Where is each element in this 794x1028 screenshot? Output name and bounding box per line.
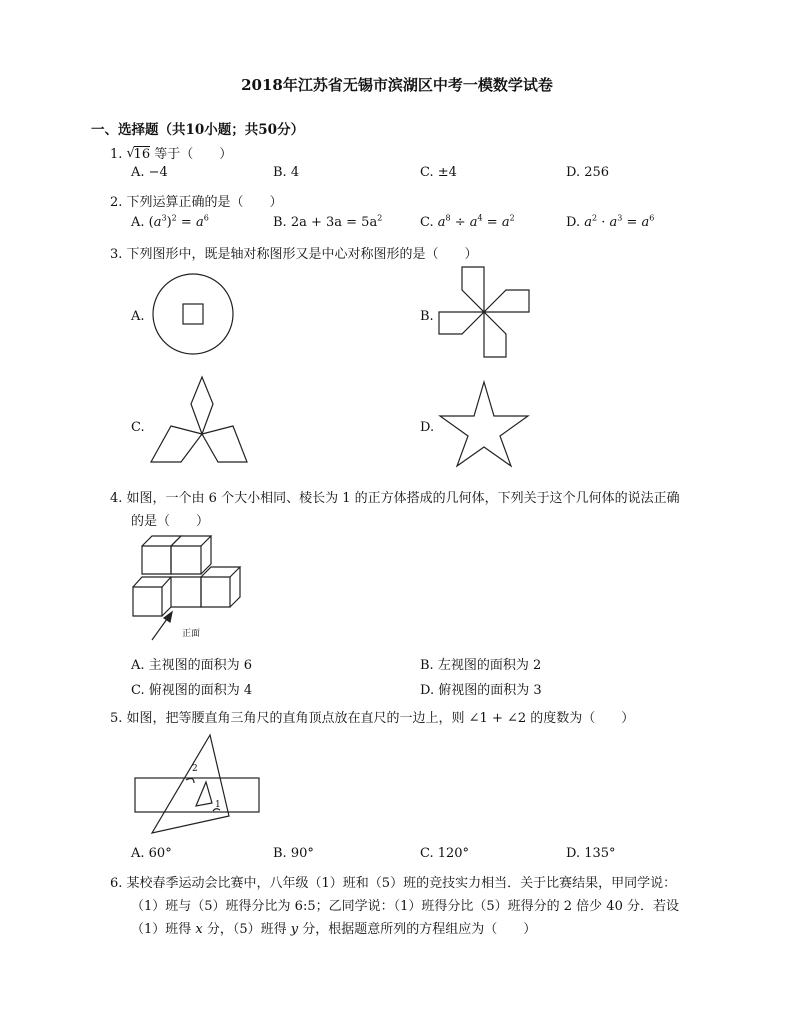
option-a[interactable]: A. 主视图的面积为 6 [131, 658, 253, 673]
exponent: 3 [161, 213, 167, 223]
question-4-stem-line2: 的是（ ） [131, 514, 210, 529]
star-figure [438, 380, 530, 468]
question-6-line1: 6. 某校春季运动会比赛中，八年级（1）班和（5）班的竞技实力相当．关于比赛结果，甲同学说： [110, 876, 677, 891]
sqrt-icon: √ 16 [126, 146, 151, 162]
angle-1-label: 1 [215, 800, 221, 810]
option-c[interactable]: C. ±4 [420, 165, 457, 180]
exponent: 4 [477, 213, 483, 223]
exponent: 6 [203, 213, 209, 223]
text: （1）班得 [131, 922, 196, 937]
coin-figure [150, 274, 240, 358]
var: a [469, 215, 478, 230]
radicand: 16 [133, 147, 151, 162]
option-text: · [597, 215, 610, 230]
var: a [195, 215, 204, 230]
option-text: = [176, 215, 196, 230]
question-4-stem-line1: 4. 如图，一个由 6 个大小相同、棱长为 1 的正方体搭成的几何体，下列关于这个几何体的说法正确 [110, 491, 680, 506]
var: x [195, 922, 203, 937]
option-c[interactable]: C. 俯视图的面积为 4 [131, 683, 253, 698]
option-text: ÷ [450, 215, 470, 230]
question-number: 1. [110, 147, 123, 162]
var: a [584, 215, 592, 230]
option-text: D. [566, 215, 585, 230]
exponent: 2 [171, 213, 177, 223]
var: a [153, 215, 162, 230]
option-c[interactable] [420, 215, 515, 230]
option-b[interactable]: B. 90° [273, 846, 314, 861]
option-d[interactable]: D. 俯视图的面积为 3 [420, 683, 542, 698]
exponent: 8 [445, 213, 451, 223]
page-title: 2018年江苏省无锡市滨湖区中考一模数学试卷 [241, 76, 553, 94]
var: a [437, 215, 446, 230]
option-d[interactable]: D. 256 [566, 165, 610, 180]
exponent: 3 [617, 213, 623, 223]
pinwheel-figure [438, 266, 530, 358]
option-d[interactable]: D. 135° [566, 846, 616, 861]
option-a[interactable]: A. −4 [131, 165, 168, 180]
option-text: ) [166, 215, 172, 230]
exponent: 2 [509, 213, 515, 223]
option-text: = [482, 215, 502, 230]
exponent: 2 [592, 213, 598, 223]
question-2-stem: 2. 下列运算正确的是（ ） [110, 195, 283, 210]
option-text: C. [420, 215, 438, 230]
option-c[interactable]: C. 120° [420, 846, 470, 861]
option-text: A. ( [131, 215, 154, 230]
option-d[interactable] [566, 215, 654, 230]
ruler-triangle-figure [130, 733, 265, 837]
var: a [641, 215, 650, 230]
option-text: B. 2a + 3a = 5a [273, 215, 378, 230]
question-3-stem: 3. 下列图形中，既是轴对称图形又是中心对称图形的是（ ） [110, 247, 478, 262]
exponent: 2 [377, 213, 383, 223]
question-6-line3 [131, 918, 536, 937]
option-d-label[interactable]: D. [420, 420, 435, 435]
exponent: 6 [649, 213, 655, 223]
option-c-label[interactable]: C. [131, 420, 145, 435]
option-a[interactable]: A. 60° [131, 846, 172, 861]
stem-text: 等于（ ） [154, 147, 233, 162]
option-b[interactable] [273, 215, 382, 230]
var: y [290, 922, 299, 937]
front-label: 正面 [182, 629, 201, 639]
question-5-stem: 5. 如图，把等腰直角三角尺的直角顶点放在直尺的一边上，则 ∠1 + ∠2 的度数为（ ） [110, 711, 635, 726]
question-1-stem [110, 143, 232, 162]
option-a[interactable] [131, 215, 209, 230]
three-diamonds-figure [148, 376, 250, 466]
option-b-label[interactable]: B. [420, 309, 434, 324]
option-b[interactable]: B. 左视图的面积为 2 [420, 658, 542, 673]
option-b[interactable]: B. 4 [273, 165, 300, 180]
question-6-line2: （1）班与（5）班得分比为 6:5；乙同学说：（1）班得分比（5）班得分的 2 倍少 40 分．若设 [131, 899, 679, 914]
section-heading: 一、选择题（共10小题；共50分） [91, 122, 305, 138]
option-text: = [622, 215, 642, 230]
var: a [609, 215, 618, 230]
option-a-label[interactable]: A. [131, 309, 145, 324]
text: 分，根据题意所列的方程组应为（ ） [298, 922, 537, 937]
angle-2-label: 2 [192, 764, 198, 774]
var: a [501, 215, 510, 230]
text: 分，（5）班得 [202, 922, 291, 937]
